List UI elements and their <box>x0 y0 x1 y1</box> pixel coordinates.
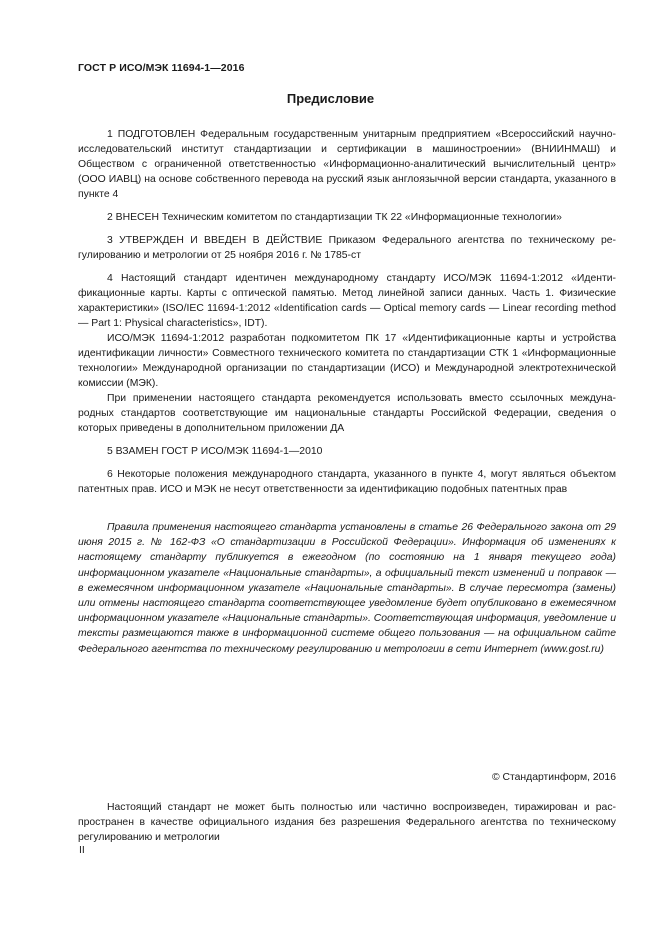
item-5-paragraph: 5 ВЗАМЕН ГОСТ Р ИСО/МЭК 11694-1—2010 <box>107 446 323 457</box>
item-1-paragraph: 1 ПОДГОТОВЛЕН Федеральным государственным унитарным предприятием «Всероссийский научно-исследовательский институт стандартизации и сертификации в машиностроении» (ВНИИНМАШ) и Обществом с ограниченной ответственностью «Информационно-аналитический вычислительный центр» (ООО ИАВЦ) на основе собственного перевода на русский язык англоязычной версии стандарта, указанного в пункте 4 <box>78 129 616 200</box>
section-title: Предисловие <box>286 91 375 106</box>
item-6-paragraph: 6 Некоторые положения международного стандарта, указанного в пункте 4, могут являться объектом патентных прав. ИСО и МЭК не несут ответственности за идентификацию подобных патентных прав <box>78 469 616 495</box>
reproduction-notice: Настоящий стандарт не может быть полностью или частично воспроизведен, тиражирован и распространен в качестве официального издания без разрешения Федерального агентства по техническому регулированию и метрологии <box>78 802 616 843</box>
item-4-reference-paragraph: При применении настоящего стандарта рекомендуется использовать вместо ссылочных международных стандартов соответствующие им национальные стандарты Российской Федерации, сведения о которых приведены в дополнительном приложении ДА <box>78 393 616 434</box>
application-rules-notice: Правила применения настоящего стандарта установлены в статье 26 Федерального закона от 29 июня 2015 г. № 162-ФЗ «О стандартизации в Российской Федерации». Информация об изменениях к настоящему стандарту публикуется в ежегодном (по состоянию на 1 января текущего года) информационном указателе «Национальные стандарты», а официальный текст изменений и поправок — в ежемесячном информационном указателе «Национальные стандарты». В случае пересмотра (замены) или отмены настоящего стандарта соответствующее уведомление будет опубликовано в ежемесячном информационном указателе «Национальные стандарты». Соответствующая информация, уведомление и тексты размещаются также в информационной системе общего пользования — на официальном сайте Федерального агентства по техническому регулированию и метрологии в сети Интернет (www.gost.ru) <box>78 522 616 655</box>
item-4-iso-paragraph: ИСО/МЭК 11694-1:2012 разработан подкомитетом ПК 17 «Идентификационные карты и устройства идентификации личности» Совместного технического комитета по стандартизации СТК 1 «Информационные технологии» Международной организации по стандартизации (ИСО) и Международной электротехнической комиссии (МЭК). <box>78 333 616 389</box>
copyright-line: © Стандартинформ, 2016 <box>491 772 616 783</box>
page-number: II <box>79 845 85 856</box>
document-code-header: ГОСТ Р ИСО/МЭК 11694-1—2016 <box>78 62 245 74</box>
item-2-paragraph: 2 ВНЕСЕН Техническим комитетом по стандартизации ТК 22 «Информационные технологии» <box>107 212 562 223</box>
item-3-paragraph: 3 УТВЕРЖДЕН И ВВЕДЕН В ДЕЙСТВИЕ Приказом Федерального агентства по техническому регулированию и метрологии от 25 ноября 2016 г. № 1785-ст <box>78 235 616 261</box>
foreword-body <box>78 127 616 497</box>
item-4-paragraph: 4 Настоящий стандарт идентичен международному стандарту ИСО/МЭК 11694-1:2012 «Идентификационные карты. Карты с оптической памятью. Метод линейной записи данных. Часть 1. Физические характеристики» (ISO/IEC 11694-1:2012 «Identification cards — Optical memory cards — Linear recording method — Part 1: Physical characteristics», IDT). <box>78 273 616 329</box>
